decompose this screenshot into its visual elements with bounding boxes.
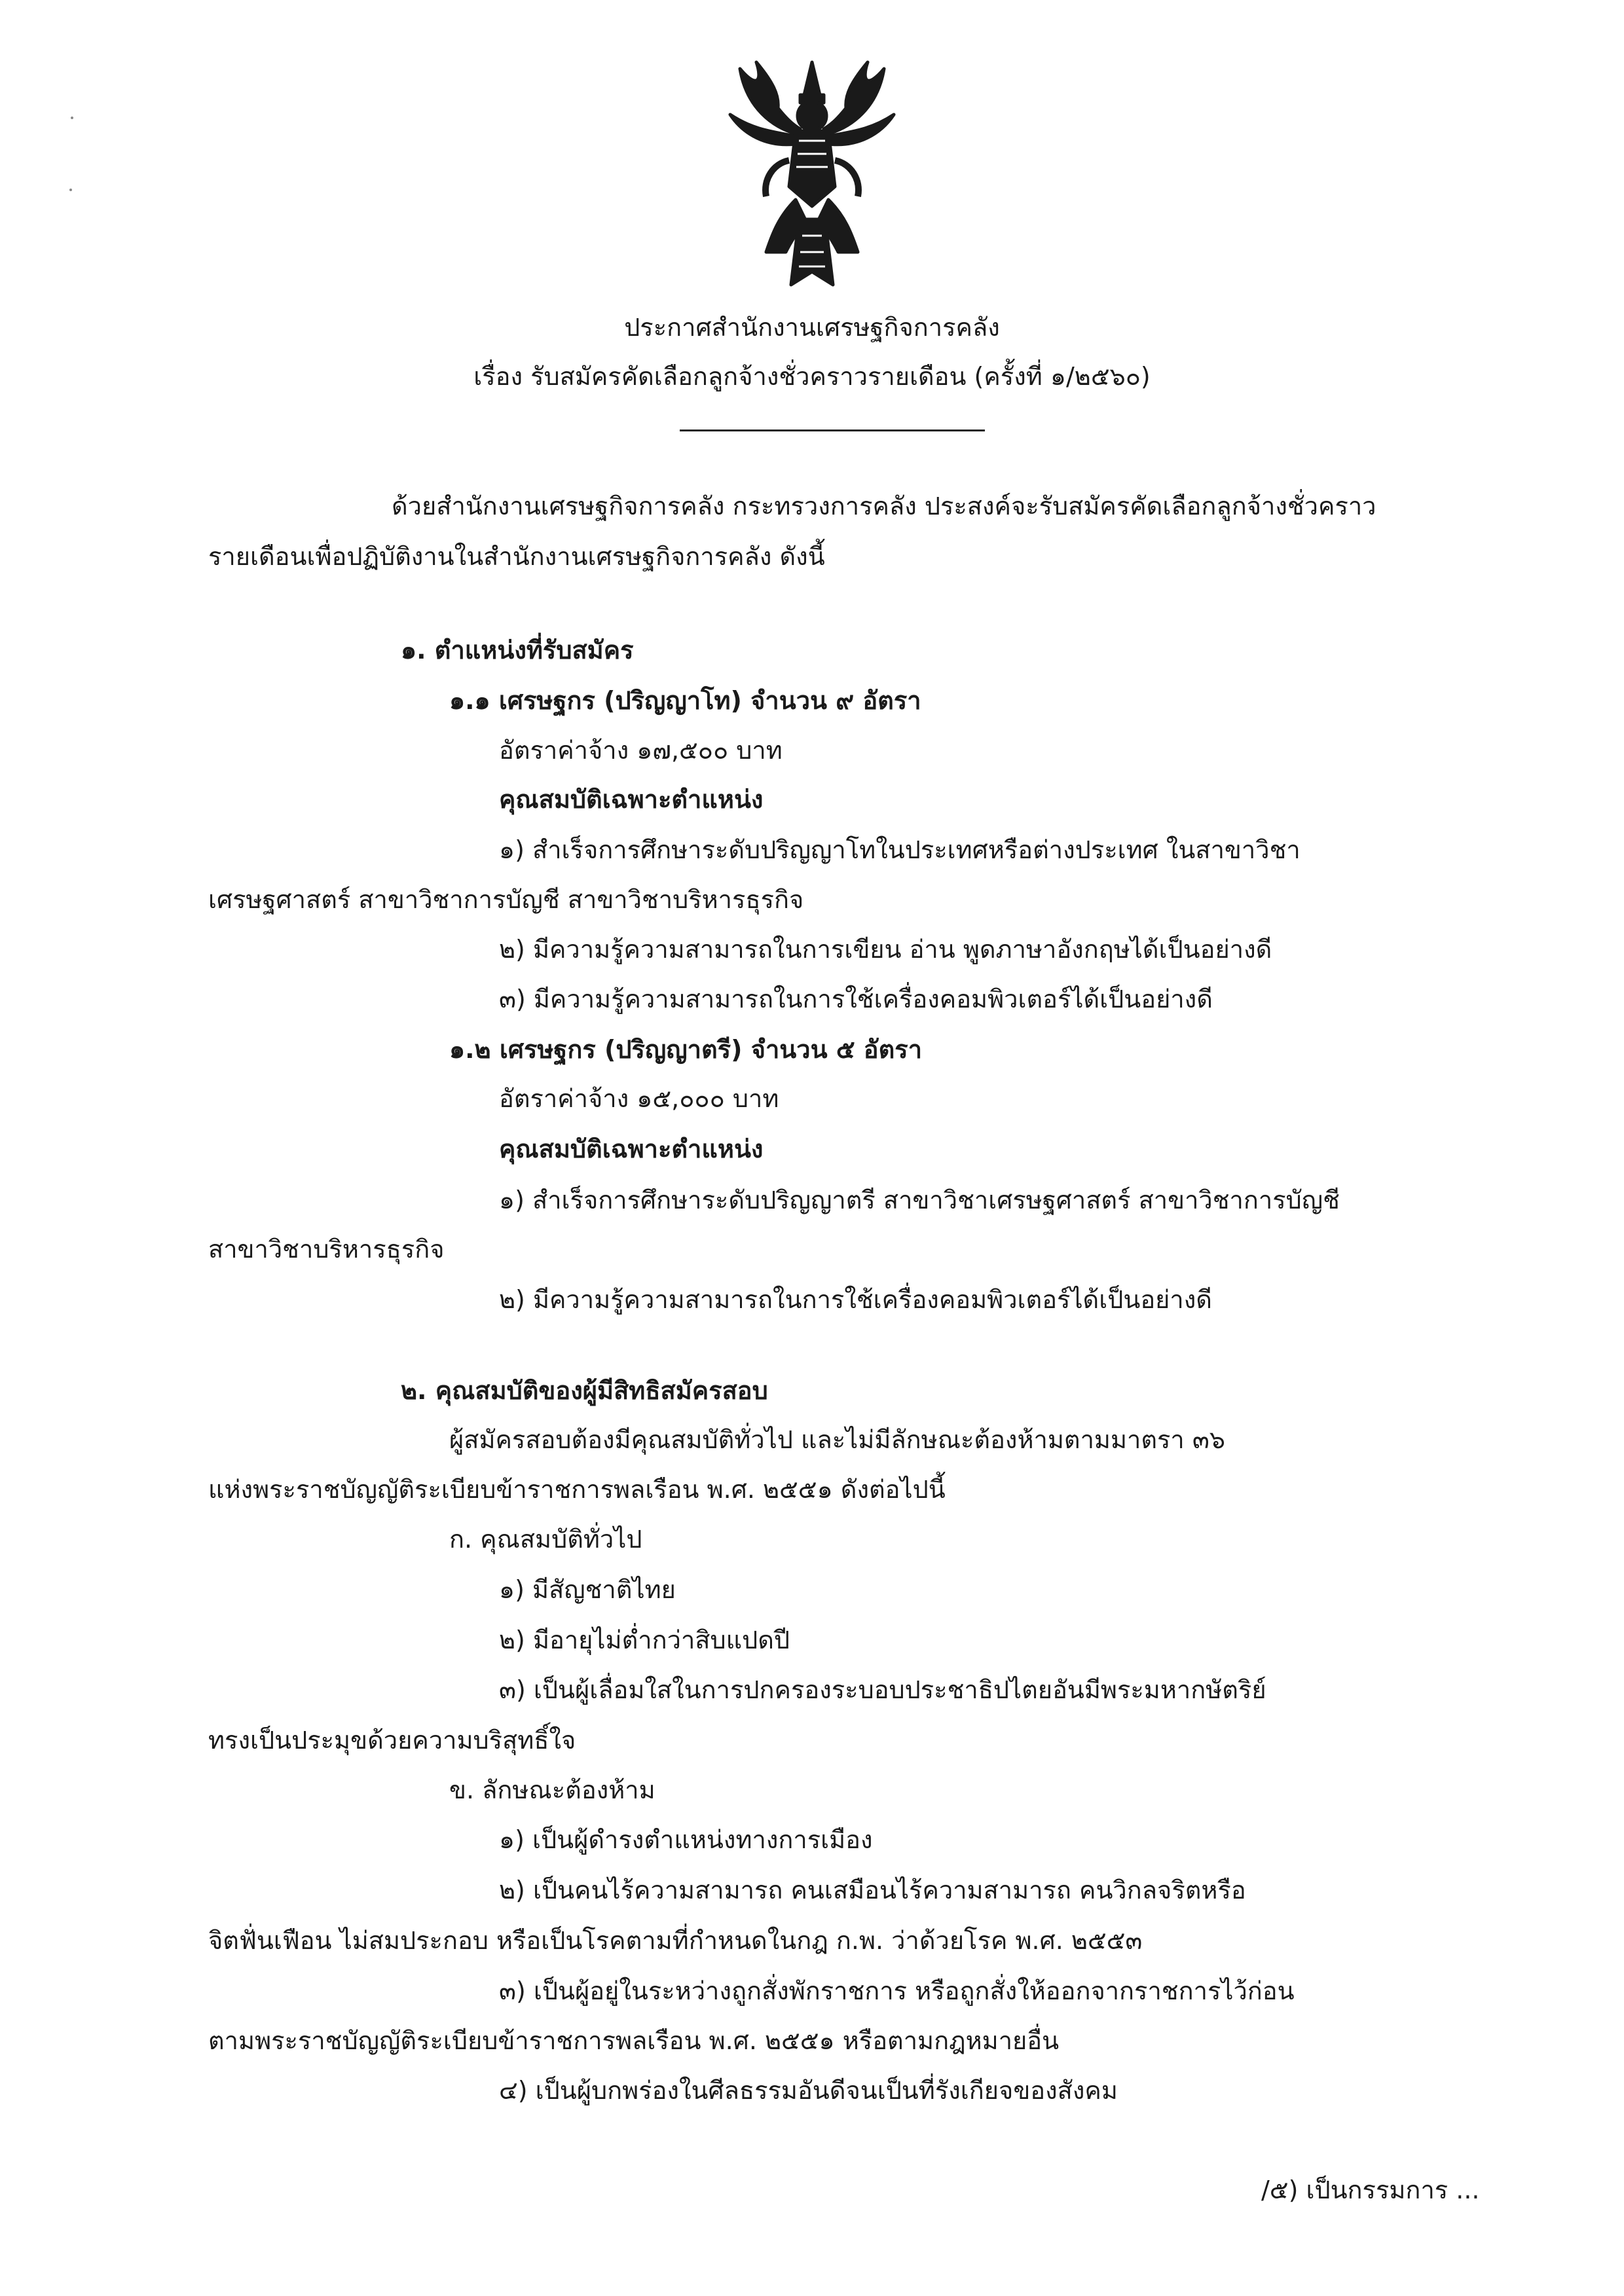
section-1-heading: ๑. ตำแหน่งที่รับสมัคร [401, 636, 634, 665]
position-2-qualification-1: ๑) สำเร็จการศึกษาระดับปริญญาตรี สาขาวิชาเศรษฐศาสตร์ สาขาวิชาการบัญชี [499, 1186, 1340, 1214]
position-1-wage: อัตราค่าจ้าง ๑๗,๕๐๐ บาท [499, 736, 783, 765]
position-1-title: ๑.๑ เศรษฐกร (ปริญญาโท) จำนวน ๙ อัตรา [449, 686, 921, 715]
prohibited-item-4: ๔) เป็นผู้บกพร่องในศีลธรรมอันดีจนเป็นที่รังเกียจของสังคม [499, 2076, 1118, 2105]
position-2-qualification-heading: คุณสมบัติเฉพาะตำแหน่ง [499, 1135, 764, 1163]
prohibited-item-2-cont: จิตฟั่นเฟือน ไม่สมประกอบ หรือเป็นโรคตามที่กำหนดในกฎ ก.พ. ว่าด้วยโรค พ.ศ. ๒๕๕๓ [208, 1926, 1143, 1955]
scan-speck [71, 117, 73, 119]
position-2-qualification-2: ๒) มีความรู้ความสามารถในการใช้เครื่องคอมพิวเตอร์ได้เป็นอย่างดี [499, 1285, 1212, 1314]
intro-line-2: รายเดือนเพื่อปฏิบัติงานในสำนักงานเศรษฐกิจการคลัง ดังนี้ [208, 542, 825, 571]
announcement-subject: เรื่อง รับสมัครคัดเลือกลูกจ้างชั่วคราวรายเดือน (ครั้งที่ ๑/๒๕๖๐) [473, 362, 1151, 391]
prohibited-item-1: ๑) เป็นผู้ดำรงตำแหน่งทางการเมือง [499, 1825, 873, 1854]
announcement-title: ประกาศสำนักงานเศรษฐกิจการคลัง [624, 313, 1000, 342]
section-2-intro-1: ผู้สมัครสอบต้องมีคุณสมบัติทั่วไป และไม่มีลักษณะต้องห้ามตามมาตรา ๓๖ [449, 1425, 1225, 1454]
position-1-qualification-1: ๑) สำเร็จการศึกษาระดับปริญญาโทในประเทศหรือต่างประเทศ ในสาขาวิชา [499, 835, 1301, 864]
general-qualification-3-cont: ทรงเป็นประมุขด้วยความบริสุทธิ์ใจ [208, 1726, 576, 1755]
general-qualification-3: ๓) เป็นผู้เลื่อมใสในการปกครองระบอบประชาธิปไตยอันมีพระมหากษัตริย์ [499, 1675, 1266, 1704]
general-qualification-1: ๑) มีสัญชาติไทย [499, 1575, 676, 1604]
general-qualifications-heading: ก. คุณสมบัติทั่วไป [449, 1525, 642, 1554]
title-divider [680, 429, 985, 431]
position-2-wage: อัตราค่าจ้าง ๑๕,๐๐๐ บาท [499, 1084, 779, 1113]
position-2-qualification-1-cont: สาขาวิชาบริหารธุรกิจ [208, 1235, 445, 1264]
garuda-emblem-icon [727, 56, 897, 295]
section-2-intro-2: แห่งพระราชบัญญัติระเบียบข้าราชการพลเรือน พ.ศ. ๒๕๕๑ ดังต่อไปนี้ [208, 1475, 946, 1504]
position-1-qualification-1-cont: เศรษฐศาสตร์ สาขาวิชาการบัญชี สาขาวิชาบริหารธุรกิจ [208, 885, 804, 914]
prohibited-item-3-cont: ตามพระราชบัญญัติระเบียบข้าราชการพลเรือน พ.ศ. ๒๕๕๑ หรือตามกฎหมายอื่น [208, 2026, 1060, 2055]
scan-speck [69, 189, 72, 191]
position-1-qualification-2: ๒) มีความรู้ความสามารถในการเขียน อ่าน พูดภาษาอังกฤษได้เป็นอย่างดี [499, 935, 1272, 964]
continuation-note: /๕) เป็นกรรมการ ... [1261, 2176, 1480, 2204]
position-1-qualification-3: ๓) มีความรู้ความสามารถในการใช้เครื่องคอมพิวเตอร์ได้เป็นอย่างดี [499, 985, 1213, 1013]
position-1-qualification-heading: คุณสมบัติเฉพาะตำแหน่ง [499, 785, 764, 814]
prohibited-heading: ข. ลักษณะต้องห้าม [449, 1776, 655, 1804]
prohibited-item-3: ๓) เป็นผู้อยู่ในระหว่างถูกสั่งพักราชการ หรือถูกสั่งให้ออกจากราชการไว้ก่อน [499, 1977, 1295, 2005]
general-qualification-2: ๒) มีอายุไม่ต่ำกว่าสิบแปดปี [499, 1626, 790, 1654]
position-2-title: ๑.๒ เศรษฐกร (ปริญญาตรี) จำนวน ๕ อัตรา [449, 1035, 923, 1064]
section-2-heading: ๒. คุณสมบัติของผู้มีสิทธิสมัครสอบ [401, 1376, 768, 1405]
prohibited-item-2: ๒) เป็นคนไร้ความสามารถ คนเสมือนไร้ความสามารถ คนวิกลจริตหรือ [499, 1876, 1246, 1904]
intro-line-1: ด้วยสำนักงานเศรษฐกิจการคลัง กระทรวงการคลัง ประสงค์จะรับสมัครคัดเลือกลูกจ้างชั่วคราว [392, 492, 1376, 520]
